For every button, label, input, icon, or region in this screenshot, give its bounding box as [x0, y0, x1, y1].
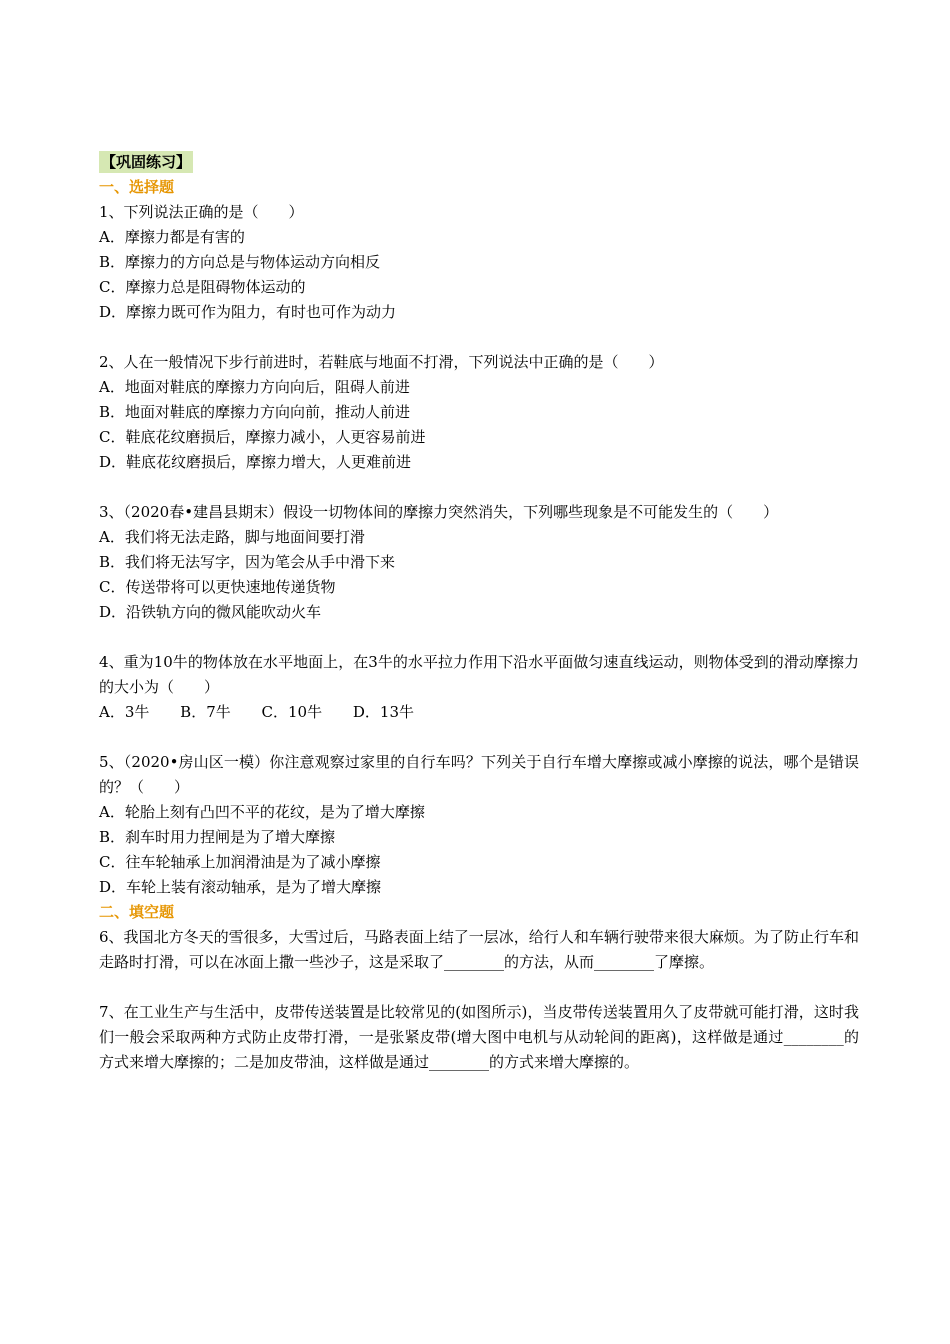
question-2 [99, 350, 859, 475]
question-stem: 5、（2020•房山区一模）你注意观察过家里的自行车吗？下列关于自行车增大摩擦或减小摩擦的说法，哪个是错误的？（ ） [99, 753, 859, 796]
option-d: D．摩擦力既可作为阻力，有时也可作为动力 [99, 303, 397, 321]
question-stem: 6、我国北方冬天的雪很多，大雪过后，马路表面上结了一层冰，给行人和车辆行驶带来很大麻烦。为了防止行车和走路时打滑，可以在冰面上撒一些沙子，这是采取了________的方法，从而________了摩擦。 [99, 928, 859, 971]
question-stem: 4、重为10牛的物体放在水平地面上，在3牛的水平拉力作用下沿水平面做匀速直线运动，则物体受到的滑动摩擦力的大小为（ ） [99, 653, 859, 696]
question-6 [99, 925, 859, 975]
question-stem: 1、下列说法正确的是（ ） [99, 203, 304, 221]
section-title-fill-in-blank: 二、填空题 [99, 903, 175, 921]
option-c: C．10牛 [261, 703, 323, 721]
option-c: C．往车轮轴承上加润滑油是为了减小摩擦 [99, 853, 381, 871]
option-d: D．鞋底花纹磨损后，摩擦力增大，人更难前进 [99, 453, 412, 471]
section-title-multiple-choice: 一、选择题 [99, 178, 175, 196]
option-a: A．轮胎上刻有凸凹不平的花纹，是为了增大摩擦 [99, 803, 425, 821]
option-a: A．摩擦力都是有害的 [99, 228, 245, 246]
question-7 [99, 1000, 859, 1075]
option-b: B．地面对鞋底的摩擦力方向向前，推动人前进 [99, 403, 411, 421]
option-b: B．刹车时用力捏闸是为了增大摩擦 [99, 828, 336, 846]
question-stem: 7、在工业生产与生活中，皮带传送装置是比较常见的(如图所示)，当皮带传送装置用久了皮带就可能打滑，这时我们一般会采取两种方式防止皮带打滑，一是张紧皮带(增大图中电机与从动轮间的距离)，这样做是通过________的方式来增大摩擦的；二是加皮带油，这样做是通过________的方式来增大摩擦的。 [99, 1003, 859, 1071]
question-5 [99, 750, 859, 900]
worksheet [99, 150, 859, 1075]
option-d: D．沿铁轨方向的微风能吹动火车 [99, 603, 322, 621]
option-b: B．7牛 [180, 703, 231, 721]
option-a: A．地面对鞋底的摩擦力方向向后，阻碍人前进 [99, 378, 410, 396]
question-1 [99, 200, 859, 325]
option-d: D．13牛 [352, 703, 415, 721]
question-3 [99, 500, 859, 625]
option-a: A．3牛 [99, 703, 150, 721]
option-c: C．鞋底花纹磨损后，摩擦力减小，人更容易前进 [99, 428, 426, 446]
option-d: D．车轮上装有滚动轴承，是为了增大摩擦 [99, 878, 382, 896]
question-stem: 2、人在一般情况下步行前进时，若鞋底与地面不打滑，下列说法中正确的是（ ） [99, 353, 664, 371]
question-stem: 3、（2020春•建昌县期末）假设一切物体间的摩擦力突然消失，下列哪些现象是不可能发生的（ ） [99, 503, 779, 521]
option-b: B．我们将无法写字，因为笔会从手中滑下来 [99, 553, 396, 571]
option-c: C．摩擦力总是阻碍物体运动的 [99, 278, 306, 296]
option-b: B．摩擦力的方向总是与物体运动方向相反 [99, 253, 381, 271]
consolidation-exercise-banner: 【巩固练习】 [101, 153, 192, 171]
option-a: A．我们将无法走路，脚与地面间要打滑 [99, 528, 365, 546]
inline-options [99, 700, 859, 725]
question-4 [99, 650, 859, 725]
option-c: C．传送带将可以更快速地传递货物 [99, 578, 336, 596]
